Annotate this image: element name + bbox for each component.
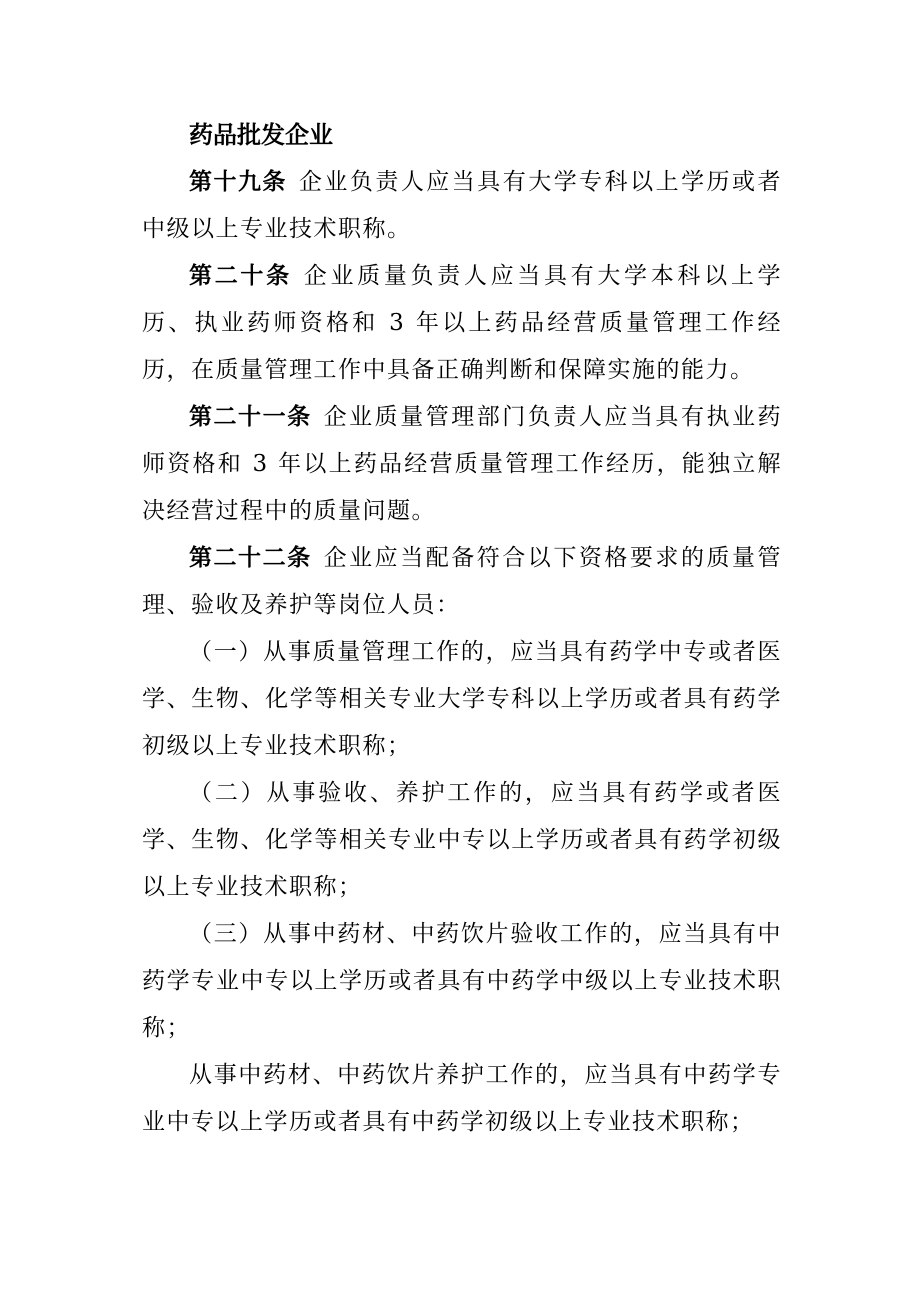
list-item-quality-management: （一）从事质量管理工作的，应当具有药学中专或者医学、生物、化学等相关专业大学专科以上学历或者具有药学初级以上专业技术职称； bbox=[142, 639, 782, 759]
article-text: 企业负责人应当具有大学专科以上学历或者中级以上专业技术职称。 bbox=[142, 169, 783, 242]
section-title: 药品批发企业 bbox=[189, 121, 333, 149]
document-page bbox=[142, 112, 782, 1146]
article-21 bbox=[142, 394, 782, 535]
article-number: 第二十二条 bbox=[189, 545, 312, 571]
article-number: 第二十条 bbox=[189, 263, 292, 289]
article-22 bbox=[142, 535, 782, 629]
article-number: 第十九条 bbox=[189, 169, 287, 195]
article-text: 企业应当配备符合以下资格要求的质量管理、验收及养护等岗位人员： bbox=[142, 545, 783, 618]
article-number: 第二十一条 bbox=[189, 404, 312, 430]
list-item-herbal-acceptance: （三）从事中药材、中药饮片验收工作的，应当具有中药学专业中专以上学历或者具有中药学中级以上专业技术职称； bbox=[142, 921, 782, 1041]
article-19 bbox=[142, 159, 782, 253]
list-item-herbal-maintenance: 从事中药材、中药饮片养护工作的，应当具有中药学专业中专以上学历或者具有中药学初级以上专业技术职称； bbox=[142, 1062, 782, 1135]
list-item-acceptance-maintenance: （二）从事验收、养护工作的，应当具有药学或者医学、生物、化学等相关专业中专以上学历或者具有药学初级以上专业技术职称； bbox=[142, 780, 782, 900]
article-text: 企业质量管理部门负责人应当具有执业药师资格和 3 年以上药品经营质量管理工作经历，能独立解决经营过程中的质量问题。 bbox=[142, 404, 783, 524]
article-20 bbox=[142, 253, 782, 394]
article-text: 企业质量负责人应当具有大学本科以上学历、执业药师资格和 3 年以上药品经营质量管理工作经历，在质量管理工作中具备正确判断和保障实施的能力。 bbox=[142, 263, 783, 383]
